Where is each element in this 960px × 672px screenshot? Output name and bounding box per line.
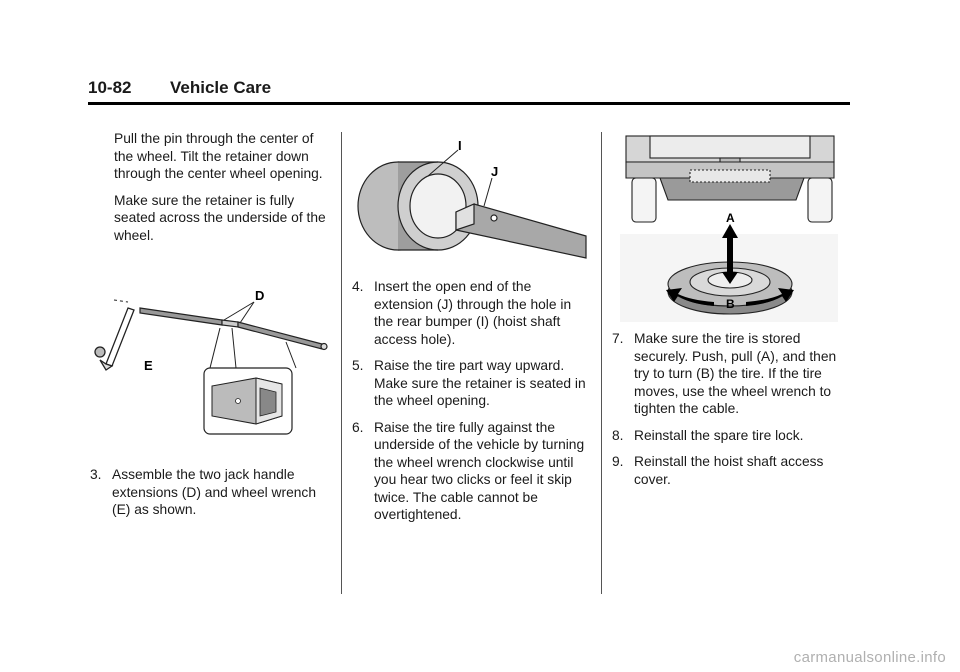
step-6 (352, 419, 592, 524)
step-text: Insert the open end of the extension (J) through the hole in the rear bumper (I) (hoist shaft access hole). (374, 279, 572, 347)
step-number: 9. (612, 454, 624, 469)
column-1 (114, 130, 334, 253)
step-3 (90, 466, 334, 519)
label-e: E (144, 358, 153, 373)
figure-jack-handle-assembly (90, 280, 335, 442)
step-5 (352, 357, 592, 410)
column-divider-2 (601, 132, 602, 594)
step-number: 5. (352, 358, 364, 373)
step-text: Assemble the two jack handle extensions (D) and wheel wrench (E) as shown. (112, 467, 316, 517)
step-8 (612, 427, 848, 445)
paragraph-pull-pin: Pull the pin through the center of the wheel. Tilt the retainer down through the center wheel opening. (114, 131, 323, 181)
column-1-steps (90, 466, 334, 528)
step-text: Make sure the tire is stored securely. Push, pull (A), and then try to turn (B) the tire. If the tire moves, use the wheel wrench to tighten the cable. (634, 331, 837, 416)
step-7 (612, 330, 848, 418)
section-title: Vehicle Care (170, 78, 272, 97)
column-3-steps (612, 330, 848, 497)
label-b: B (726, 297, 735, 311)
figure-bumper-hole-extension (352, 136, 588, 264)
label-j: J (491, 164, 499, 179)
step-text: Raise the tire part way upward. Make sure the retainer is seated in the wheel opening. (374, 358, 586, 408)
label-d: D (255, 288, 265, 303)
column-2-steps (352, 278, 592, 533)
step-4 (352, 278, 592, 348)
step-9 (612, 453, 848, 488)
bumper-hole-ring-drawing (358, 162, 478, 250)
label-a: A (726, 211, 735, 225)
vehicle-rear-drawing (626, 136, 834, 222)
step-text: Reinstall the hoist shaft access cover. (634, 454, 824, 487)
header-rule (88, 102, 850, 105)
step-text: Reinstall the spare tire lock. (634, 427, 804, 443)
column-divider-1 (341, 132, 342, 594)
wheel-wrench-drawing (95, 300, 134, 370)
extension-tube-drawing (456, 204, 586, 258)
step-text: Raise the tire fully against the underside of the vehicle by turning the wheel wrench clockwise until you hear two clicks or feel it skip twice. The cable cannot be overtightened. (374, 419, 585, 522)
step-number: 7. (612, 331, 624, 346)
page-number: 10-82 (88, 78, 132, 97)
step-number: 4. (352, 279, 364, 294)
step-number: 6. (352, 419, 364, 435)
watermark: carmanualsonline.info (793, 649, 946, 666)
figure-spare-tire-check (620, 134, 840, 324)
label-i: I (458, 138, 462, 153)
step-number: 3. (90, 467, 102, 482)
step-number: 8. (612, 427, 624, 443)
paragraph-retainer-seated: Make sure the retainer is fully seated across the underside of the wheel. (114, 192, 326, 243)
